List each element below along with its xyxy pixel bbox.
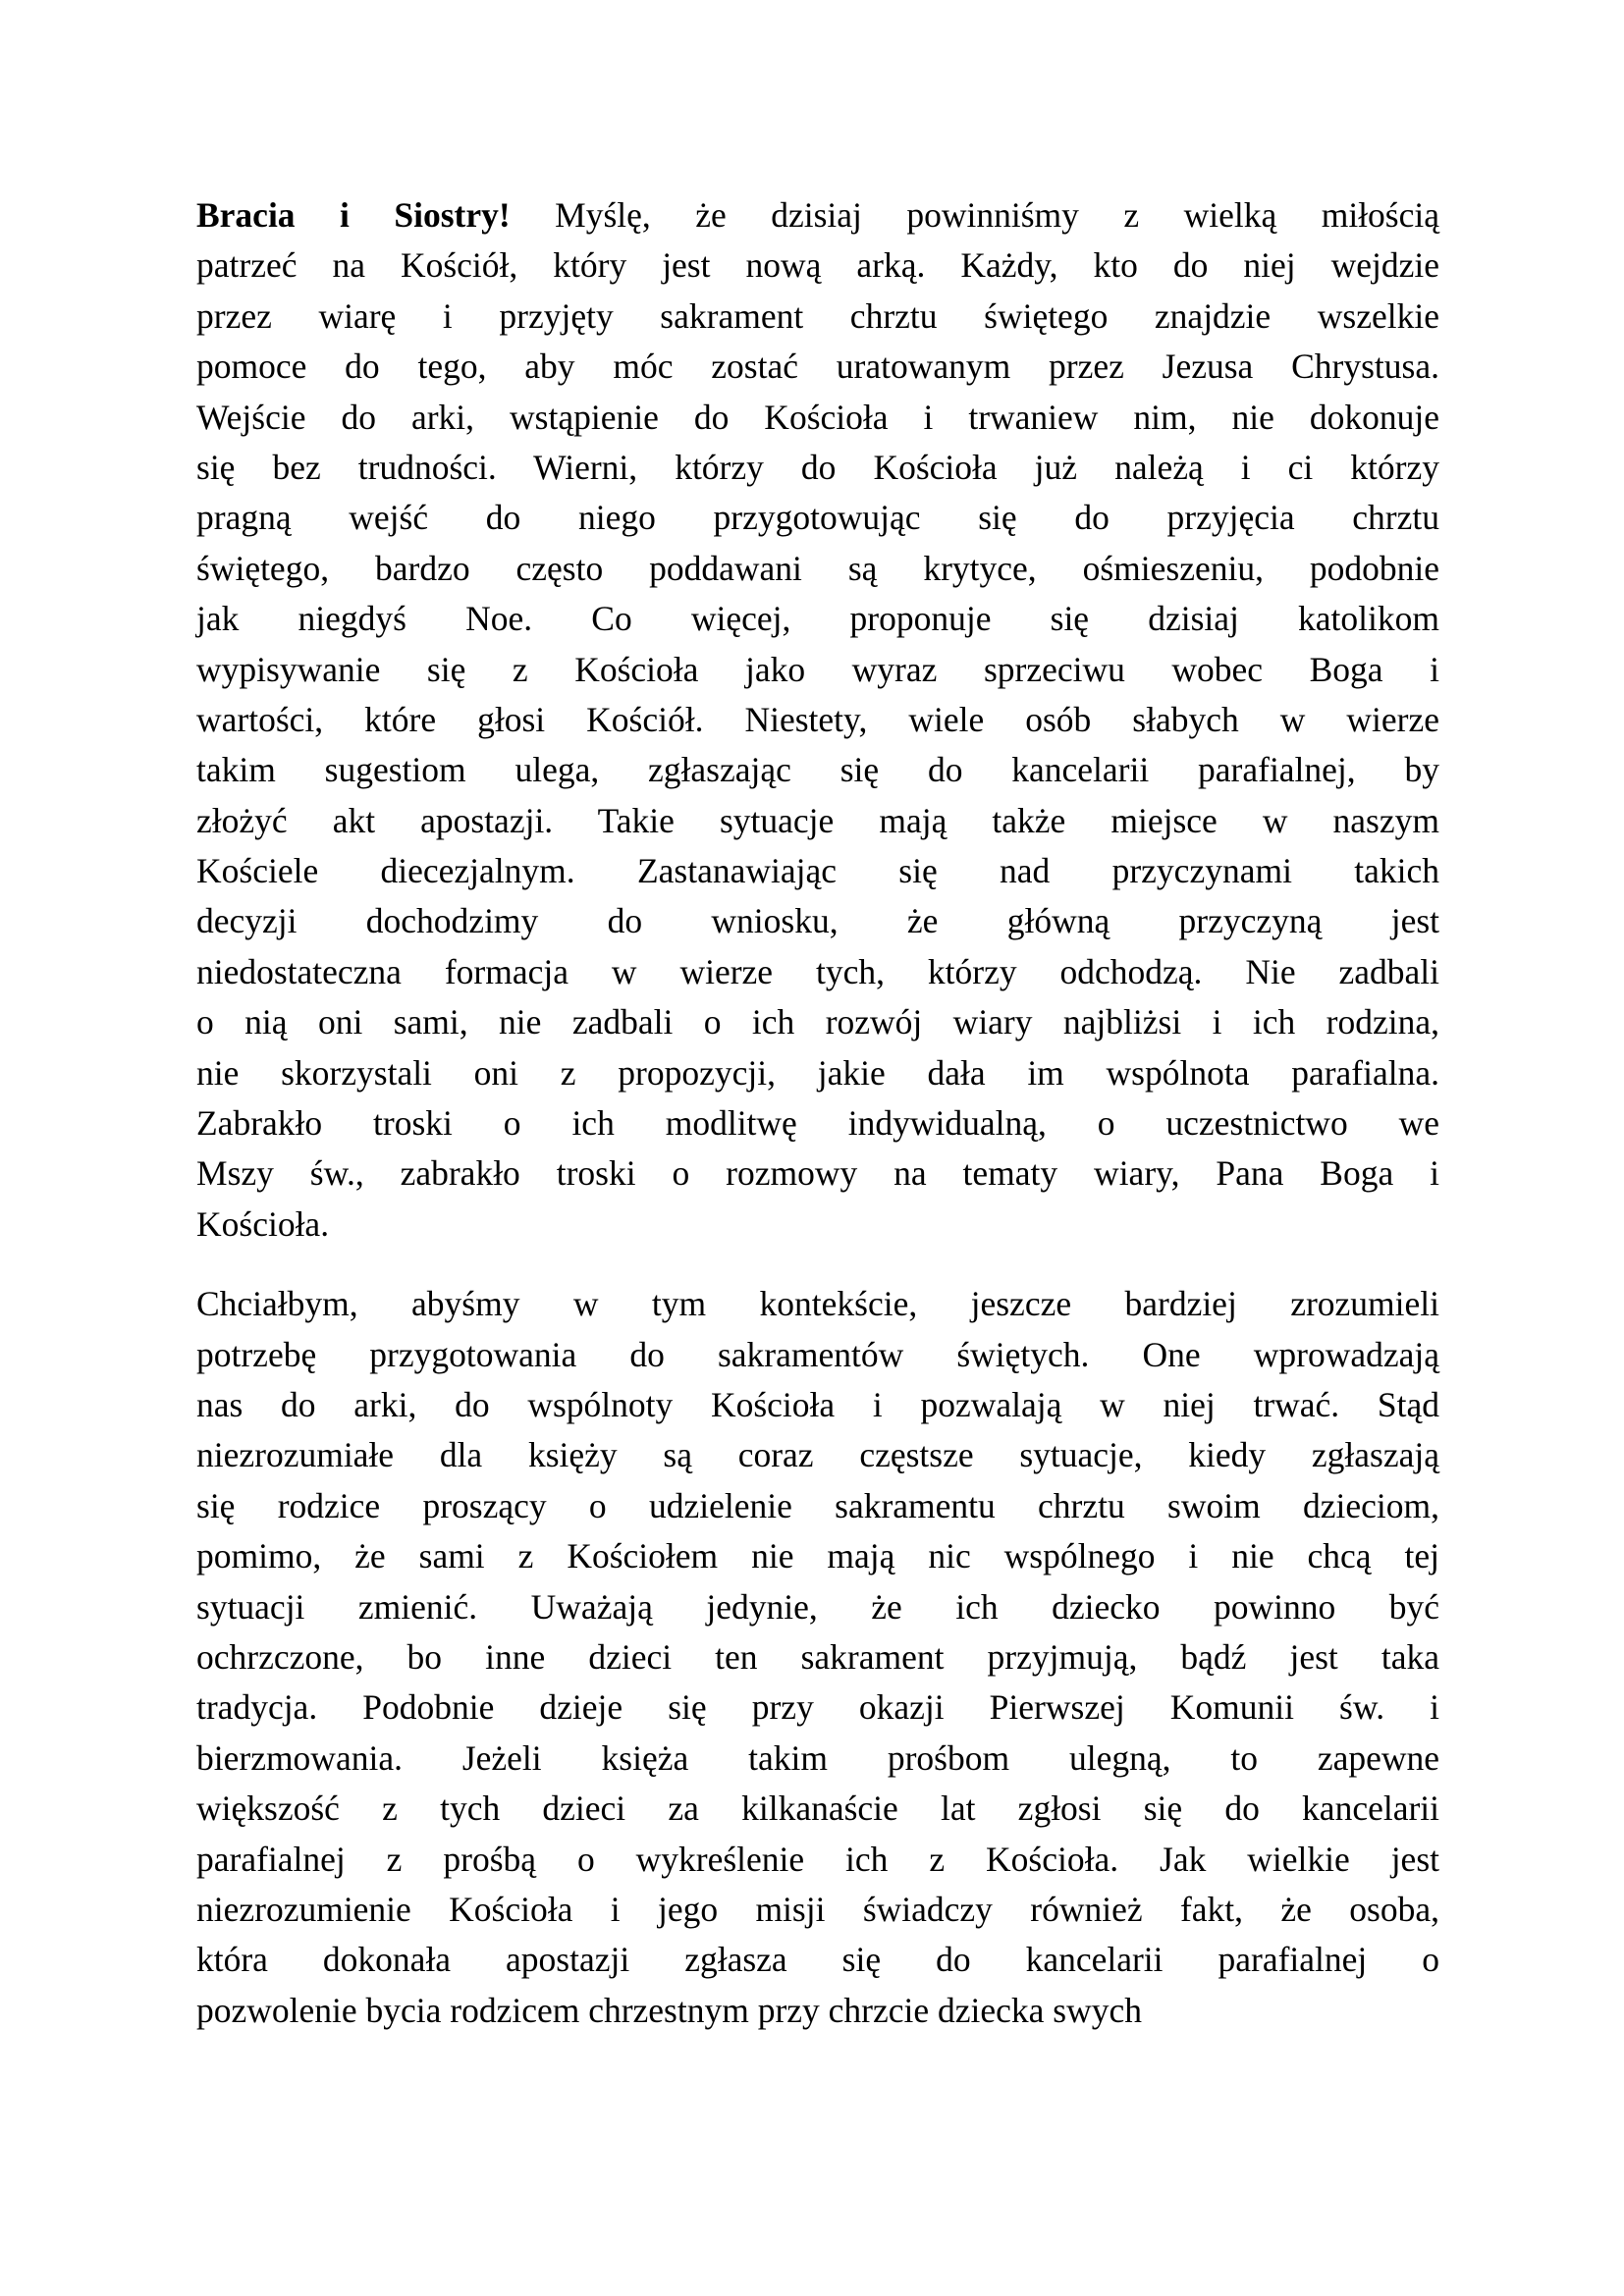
line-text: niezrozumienie Kościoła i jego misji świadczy również fakt, że osoba, bbox=[196, 1889, 1439, 1929]
line-text: sytuacji zmienić. Uważają jedynie, że ich dziecko powinno być bbox=[196, 1586, 1439, 1627]
text-line-content bbox=[196, 1380, 1439, 1430]
greeting-bold: Bracia i Siostry! bbox=[196, 195, 511, 235]
text-line-content bbox=[196, 745, 1439, 795]
line-text: Myślę, że dzisiaj powinniśmy z wielką miłością bbox=[510, 195, 1439, 235]
line-text: tradycja. Podobnie dzieje się przy okazji Pierwszej Komunii św. i bbox=[196, 1687, 1439, 1728]
text-line-content bbox=[196, 947, 1439, 997]
text-line bbox=[196, 997, 1439, 1047]
text-line-content bbox=[196, 594, 1439, 644]
line-text: przez wiarę i przyjęty sakrament chrztu świętego znajdzie wszelkie bbox=[196, 295, 1439, 336]
text-line-content bbox=[196, 393, 1439, 443]
text-line bbox=[196, 1148, 1439, 1199]
line-text: patrzeć na Kościół, który jest nową arką. Każdy, kto do niej wejdzie bbox=[196, 245, 1439, 286]
text-line-content bbox=[196, 1835, 1439, 1885]
text-line bbox=[196, 1682, 1439, 1733]
line-text: większość z tych dzieci za kilkanaście lat zgłosi się do kancelarii bbox=[196, 1789, 1439, 1829]
text-line bbox=[196, 947, 1439, 997]
text-line-content bbox=[196, 1885, 1439, 1935]
text-line-content bbox=[196, 846, 1439, 896]
line-text: wartości, które głosi Kościół. Niestety, wiele osób słabych w wierze bbox=[196, 699, 1439, 739]
text-line-content bbox=[196, 240, 1439, 291]
text-line bbox=[196, 1784, 1439, 1834]
line-text: Kościele diecezjalnym. Zastanawiając się nad przyczynami takich bbox=[196, 851, 1439, 891]
line-text: pomimo, że sami z Kościołem nie mają nic wspólnego i nie chcą tej bbox=[196, 1536, 1439, 1576]
text-line-content bbox=[196, 1986, 1439, 2036]
text-line-content bbox=[196, 1935, 1439, 1985]
line-text: niezrozumiałe dla księży są coraz częstsze sytuacje, kiedy zgłaszają bbox=[196, 1435, 1439, 1475]
text-line bbox=[196, 1531, 1439, 1581]
line-text: która dokonała apostazji zgłasza się do kancelarii parafialnej o bbox=[196, 1940, 1439, 1980]
text-line bbox=[196, 594, 1439, 644]
text-line bbox=[196, 493, 1439, 543]
line-text: niedostateczna formacja w wierze tych, którzy odchodzą. Nie zadbali bbox=[196, 951, 1439, 991]
document-page bbox=[196, 190, 1439, 2036]
line-text: złożyć akt apostazji. Takie sytuacje mają także miejsce w naszym bbox=[196, 800, 1439, 840]
line-text: nie skorzystali oni z propozycji, jakie dała im wspólnota parafialna. bbox=[196, 1052, 1439, 1093]
text-line bbox=[196, 1380, 1439, 1430]
text-line-content bbox=[196, 645, 1439, 695]
text-line bbox=[196, 544, 1439, 594]
text-line-content bbox=[196, 544, 1439, 594]
text-line bbox=[196, 796, 1439, 846]
line-text: pozwolenie bycia rodzicem chrzestnym przy chrzcie dziecka swych bbox=[196, 1990, 1142, 2030]
text-line bbox=[196, 645, 1439, 695]
text-line bbox=[196, 1481, 1439, 1531]
text-line bbox=[196, 393, 1439, 443]
text-line-content bbox=[196, 493, 1439, 543]
line-text: parafialnej z prośbą o wykreślenie ich z Kościoła. Jak wielkie jest bbox=[196, 1839, 1439, 1879]
text-line-content bbox=[196, 1481, 1439, 1531]
text-line-content bbox=[196, 997, 1439, 1047]
text-line bbox=[196, 1430, 1439, 1480]
text-line bbox=[196, 342, 1439, 392]
text-line-content bbox=[196, 1531, 1439, 1581]
paragraph-1 bbox=[196, 190, 1439, 1250]
line-text: nas do arki, do wspólnoty Kościoła i pozwalają w niej trwać. Stąd bbox=[196, 1384, 1439, 1424]
line-text: pomoce do tego, aby móc zostać uratowanym przez Jezusa Chrystusa. bbox=[196, 347, 1439, 387]
text-line-content bbox=[196, 1148, 1439, 1199]
text-line bbox=[196, 745, 1439, 795]
text-line bbox=[196, 1885, 1439, 1935]
text-line bbox=[196, 1279, 1439, 1329]
text-line bbox=[196, 695, 1439, 745]
text-line bbox=[196, 1098, 1439, 1148]
text-line bbox=[196, 1048, 1439, 1098]
line-text: się bez trudności. Wierni, którzy do Kościoła już należą i ci którzy bbox=[196, 447, 1439, 487]
text-line-content bbox=[196, 190, 1439, 240]
line-text: świętego, bardzo często poddawani są krytyce, ośmieszeniu, podobnie bbox=[196, 548, 1439, 588]
text-line-content bbox=[196, 1582, 1439, 1632]
text-line-content bbox=[196, 1098, 1439, 1148]
text-line-content bbox=[196, 443, 1439, 493]
line-text: Zabrakło troski o ich modlitwę indywidualną, o uczestnictwo we bbox=[196, 1103, 1439, 1144]
text-line-content bbox=[196, 1682, 1439, 1733]
line-text: Kościoła. bbox=[196, 1203, 330, 1244]
text-line bbox=[196, 1330, 1439, 1380]
text-line-content bbox=[196, 1048, 1439, 1098]
text-line bbox=[196, 240, 1439, 291]
text-line bbox=[196, 1935, 1439, 1985]
text-line-content bbox=[196, 1200, 1439, 1250]
text-line bbox=[196, 1582, 1439, 1632]
line-text: o nią oni sami, nie zadbali o ich rozwój wiary najbliżsi i ich rodzina, bbox=[196, 1002, 1439, 1042]
text-line bbox=[196, 190, 1439, 240]
text-line bbox=[196, 443, 1439, 493]
text-line-content bbox=[196, 1734, 1439, 1784]
text-line-content bbox=[196, 1279, 1439, 1329]
text-line bbox=[196, 1986, 1439, 2036]
text-line-content bbox=[196, 1430, 1439, 1480]
text-line-content bbox=[196, 1632, 1439, 1682]
text-line-content bbox=[196, 695, 1439, 745]
line-text: wypisywanie się z Kościoła jako wyraz sprzeciwu wobec Boga i bbox=[196, 649, 1439, 689]
line-text: Mszy św., zabrakło troski o rozmowy na tematy wiary, Pana Boga i bbox=[196, 1153, 1439, 1194]
text-line-content bbox=[196, 1330, 1439, 1380]
line-text: jak niegdyś Noe. Co więcej, proponuje się dzisiaj katolikom bbox=[196, 599, 1439, 639]
text-line bbox=[196, 1200, 1439, 1250]
text-line-content bbox=[196, 796, 1439, 846]
line-text: pragną wejść do niego przygotowując się do przyjęcia chrztu bbox=[196, 498, 1439, 538]
line-text: potrzebę przygotowania do sakramentów świętych. One wprowadzają bbox=[196, 1334, 1439, 1374]
text-line bbox=[196, 1734, 1439, 1784]
line-text: ochrzczone, bo inne dzieci ten sakrament przyjmują, bądź jest taka bbox=[196, 1636, 1439, 1677]
line-text: bierzmowania. Jeżeli księża takim prośbom ulegną, to zapewne bbox=[196, 1737, 1439, 1778]
line-text: takim sugestiom ulega, zgłaszając się do kancelarii parafialnej, by bbox=[196, 750, 1439, 790]
text-line bbox=[196, 846, 1439, 896]
text-line-content bbox=[196, 896, 1439, 946]
text-line-content bbox=[196, 292, 1439, 342]
line-text: się rodzice proszący o udzielenie sakramentu chrztu swoim dzieciom, bbox=[196, 1485, 1439, 1525]
text-line-content bbox=[196, 342, 1439, 392]
line-text: Chciałbym, abyśmy w tym kontekście, jeszcze bardziej zrozumieli bbox=[196, 1284, 1439, 1324]
text-line bbox=[196, 1632, 1439, 1682]
text-line bbox=[196, 1835, 1439, 1885]
line-text: Wejście do arki, wstąpienie do Kościoła i trwaniew nim, nie dokonuje bbox=[196, 397, 1439, 437]
text-line bbox=[196, 292, 1439, 342]
text-line-content bbox=[196, 1784, 1439, 1834]
paragraph-2 bbox=[196, 1279, 1439, 2036]
line-text: decyzji dochodzimy do wniosku, że główną przyczyną jest bbox=[196, 901, 1439, 941]
text-line bbox=[196, 896, 1439, 946]
